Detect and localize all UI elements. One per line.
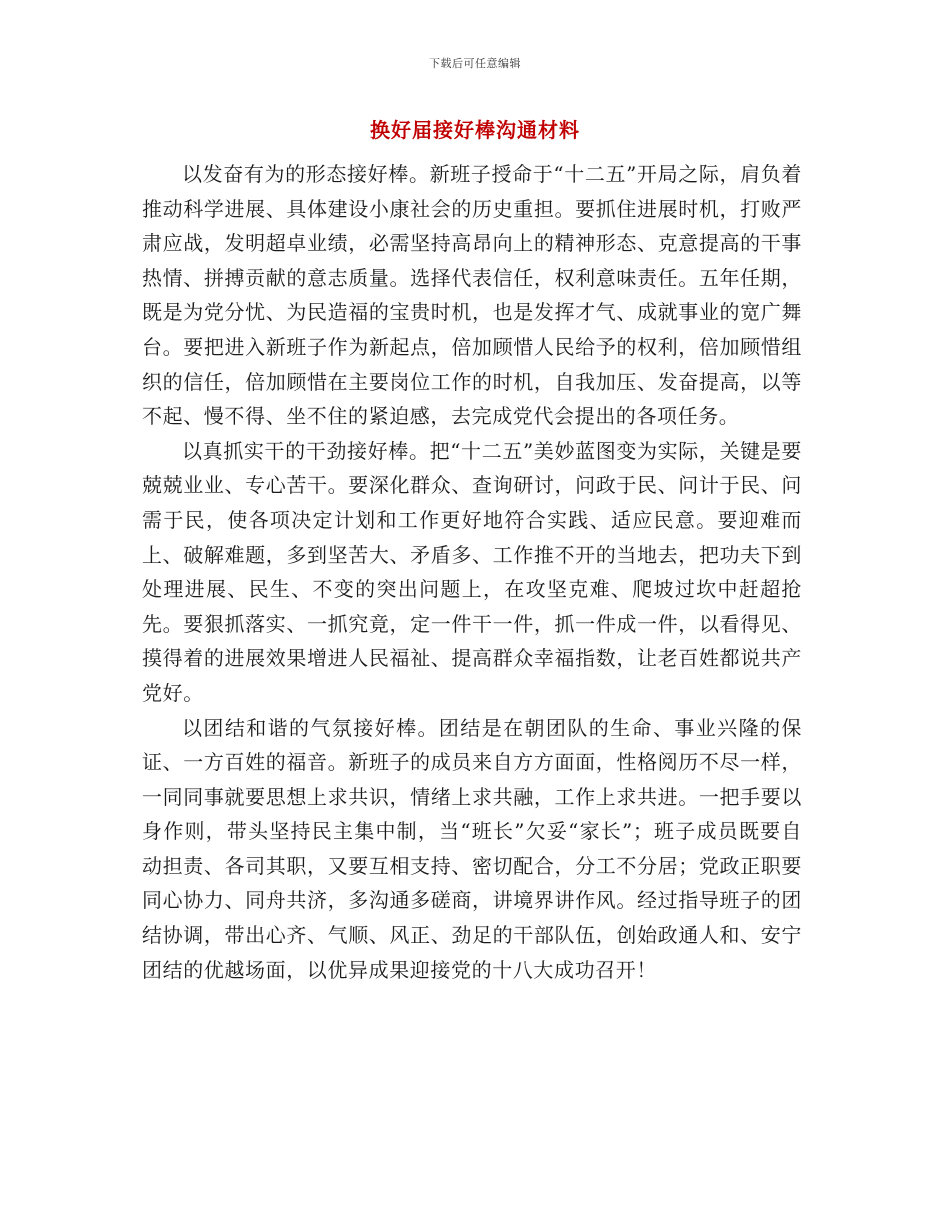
paragraph-1: 以发奋有为的形态接好棒。新班子授命于“十二五”开局之际，肩负着推动科学进展、具体建设小康社会的历史重担。要抓住进展时机，打败严肃应战，发明超卓业绩，必需坚持高昂向上的精神形态、克意提高的干事热情、拼搏贡献的意志质量。选择代表信任，权利意味责任。五年任期，既是为党分忧、为民造福的宝贵时机，也是发挥才气、成就事业的宽广舞台。要把进入新班子作为新起点，倍加顾惜人民给予的权利，倍加顾惜组织的信任，倍加顾惜在主要岗位工作的时机，自我加压、发奋提高，以等不起、慢不得、坐不住的紧迫感，去完成党代会提出的各项任务。 (142, 162, 802, 429)
paragraph-3: 以团结和谐的气氛接好棒。团结是在朝团队的生命、事业兴隆的保证、一方百姓的福音。新班子的成员来自方方面面，性格阅历不尽一样，一同同事就要思想上求共识，情绪上求共融，工作上求共进。一把手要以身作则，带头坚持民主集中制，当“班长”欠妥“家长”；班子成员既要自动担责、各司其职，又要互相支持、密切配合，分工不分居；党政正职要同心协力、同舟共济，多沟通多磋商，讲境界讲作风。经过指导班子的团结协调，带出心齐、气顺、风正、劲足的干部队伍，创始政通人和、安宁团结的优越场面，以优异成果迎接党的十八大成功召开！ (142, 715, 802, 982)
header-note: 下载后可任意编辑 (429, 57, 521, 70)
document-body (142, 157, 802, 987)
paragraph-2: 以真抓实干的干劲接好棒。把“十二五”美妙蓝图变为实际，关键是要兢兢业业、专心苦干。要深化群众、查询研讨，问政于民、问计于民、问需于民，使各项决定计划和工作更好地符合实践、适应民意。要迎难而上、破解难题，多到坚苦大、矛盾多、工作推不开的当地去，把功夫下到处理进展、民生、不变的突出问题上，在攻坚克难、爬坡过坎中赶超抢先。要狠抓落实、一抓究竟，定一件干一件，抓一件成一件，以看得见、摸得着的进展效果增进人民福祉、提高群众幸福指数，让老百姓都说共产党好。 (142, 438, 802, 705)
document-title: 换好届接好棒沟通材料 (370, 118, 580, 142)
